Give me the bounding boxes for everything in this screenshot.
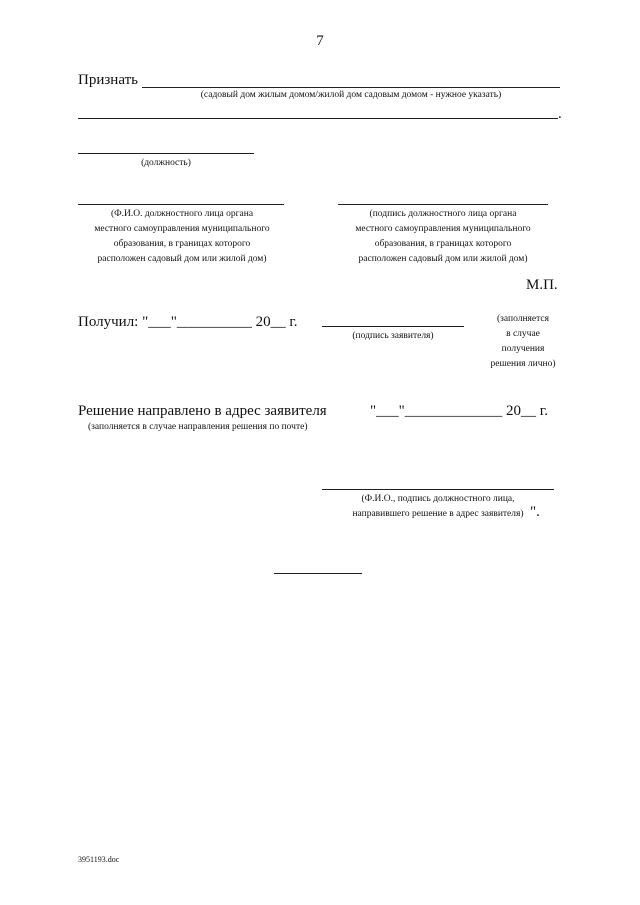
page-number: 7: [316, 33, 324, 49]
end-separator: [274, 573, 362, 574]
received-label: Получил: "___"__________ 20__ г.: [78, 314, 298, 330]
official-signature-caption: [326, 207, 560, 267]
official-signature-caption-line: расположен садовый дом или жилой дом): [358, 254, 528, 264]
recognize-hint: (садовый дом жилым домом/жилой дом садовым домом - нужное указать): [200, 90, 502, 100]
sent-note: (заполняется в случае направления решения по почте): [88, 422, 308, 432]
official-fio-line: [78, 204, 284, 205]
received-note-line: решения лично): [490, 359, 556, 369]
recognize-second-line: [78, 118, 558, 119]
official-fio-caption-line: местного самоуправления муниципального: [94, 224, 270, 234]
received-signature-line: [322, 326, 464, 327]
official-signature-caption-line: местного самоуправления муниципального: [355, 224, 531, 234]
sent-signature-caption-line: (Ф.И.О., подпись должностного лица,: [361, 494, 515, 504]
official-fio-caption-line: расположен садовый дом или жилой дом): [97, 254, 267, 264]
received-note-line: (заполняется: [497, 314, 549, 324]
official-signature-caption-line: образования, в границах которого: [374, 239, 512, 249]
recognize-label: Признать: [78, 72, 138, 88]
sent-closing-quote: ".: [530, 504, 540, 520]
official-signature-caption-line: (подпись должностного лица органа: [369, 209, 517, 219]
received-note: [478, 312, 568, 372]
received-signature-caption: (подпись заявителя): [352, 331, 434, 341]
sent-signature-caption: [322, 492, 554, 522]
official-signature-line: [338, 204, 548, 205]
position-field-line: [78, 153, 254, 154]
sent-signature-caption-line: направившего решение в адрес заявителя): [352, 509, 524, 519]
official-fio-caption: [66, 207, 298, 267]
sent-label: Решение направлено в адрес заявителя: [78, 403, 327, 419]
sent-signature-line: [322, 489, 554, 490]
official-fio-caption-line: (Ф.И.О. должностного лица органа: [110, 209, 254, 219]
footer-doc-id: 3951193.doc: [78, 855, 120, 864]
received-note-line: получения: [501, 344, 545, 354]
sent-date: "___"_____________ 20__ г.: [370, 403, 548, 419]
official-fio-caption-line: образования, в границах которого: [113, 239, 251, 249]
position-caption: (должность): [141, 158, 191, 168]
received-note-line: в случае: [506, 329, 540, 339]
stamp-mark: М.П.: [526, 277, 558, 293]
recognize-line-end: .: [558, 106, 562, 122]
